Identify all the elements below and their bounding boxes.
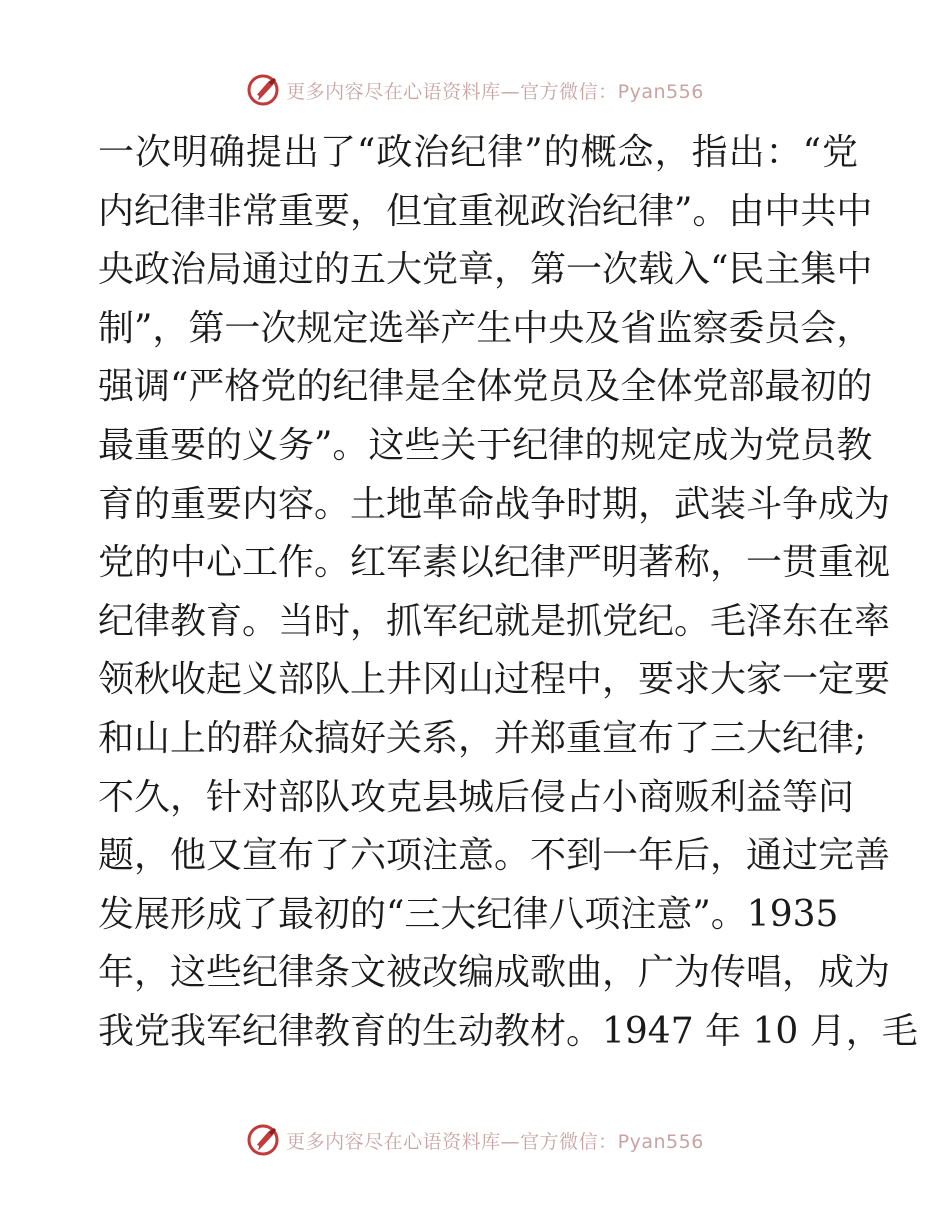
- text-line: 强调“严格党的纪律是全体党员及全体党部最初的: [98, 366, 873, 408]
- page-header-banner: [0, 70, 950, 110]
- text-line: 内纪律非常重要，但宜重视政治纪律”。由中共中: [98, 190, 873, 232]
- header-banner-text: 更多内容尽在心语资料库—官方微信：Pyan556: [286, 80, 704, 103]
- text-line: 纪律教育。当时，抓军纪就是抓党纪。毛泽东在率: [98, 600, 891, 642]
- text-line: 我党我军纪律教育的生动教材。1947 年 10 月，毛: [98, 1010, 918, 1052]
- text-line: 领秋收起义部队上井冈山过程中，要求大家一定要: [98, 659, 891, 701]
- text-line: 发展形成了最初的“三大纪律八项注意”。1935: [98, 893, 839, 935]
- text-line: 育的重要内容。土地革命战争时期，武装斗争成为: [98, 483, 891, 525]
- text-line: 题，他又宣布了六项注意。不到一年后，通过完善: [98, 835, 891, 877]
- text-line: 一次明确提出了“政治纪律”的概念，指出：“党: [98, 132, 858, 173]
- pen-nib-emblem-icon: [246, 1123, 280, 1157]
- body-text: [98, 124, 918, 1062]
- text-line: 最重要的义务”。这些关于纪律的规定成为党员教: [98, 424, 873, 466]
- text-line: 央政治局通过的五大党章，第一次载入“民主集中: [98, 249, 873, 291]
- text-line: 不久，针对部队攻克县城后侵占小商贩利益等问: [98, 776, 855, 818]
- footer-banner-text: 更多内容尽在心语资料库—官方微信：Pyan556: [286, 1130, 704, 1153]
- text-line: 制”，第一次规定选举产生中央及省监察委员会，: [98, 307, 873, 349]
- page-footer-banner: [0, 1120, 950, 1160]
- text-line: 党的中心工作。红军素以纪律严明著称，一贯重视: [98, 542, 891, 584]
- text-line: 和山上的群众搞好关系，并郑重宣布了三大纪律;: [98, 717, 867, 759]
- pen-nib-emblem-icon: [246, 73, 280, 107]
- text-line: 年，这些纪律条文被改编成歌曲，广为传唱，成为: [98, 952, 891, 994]
